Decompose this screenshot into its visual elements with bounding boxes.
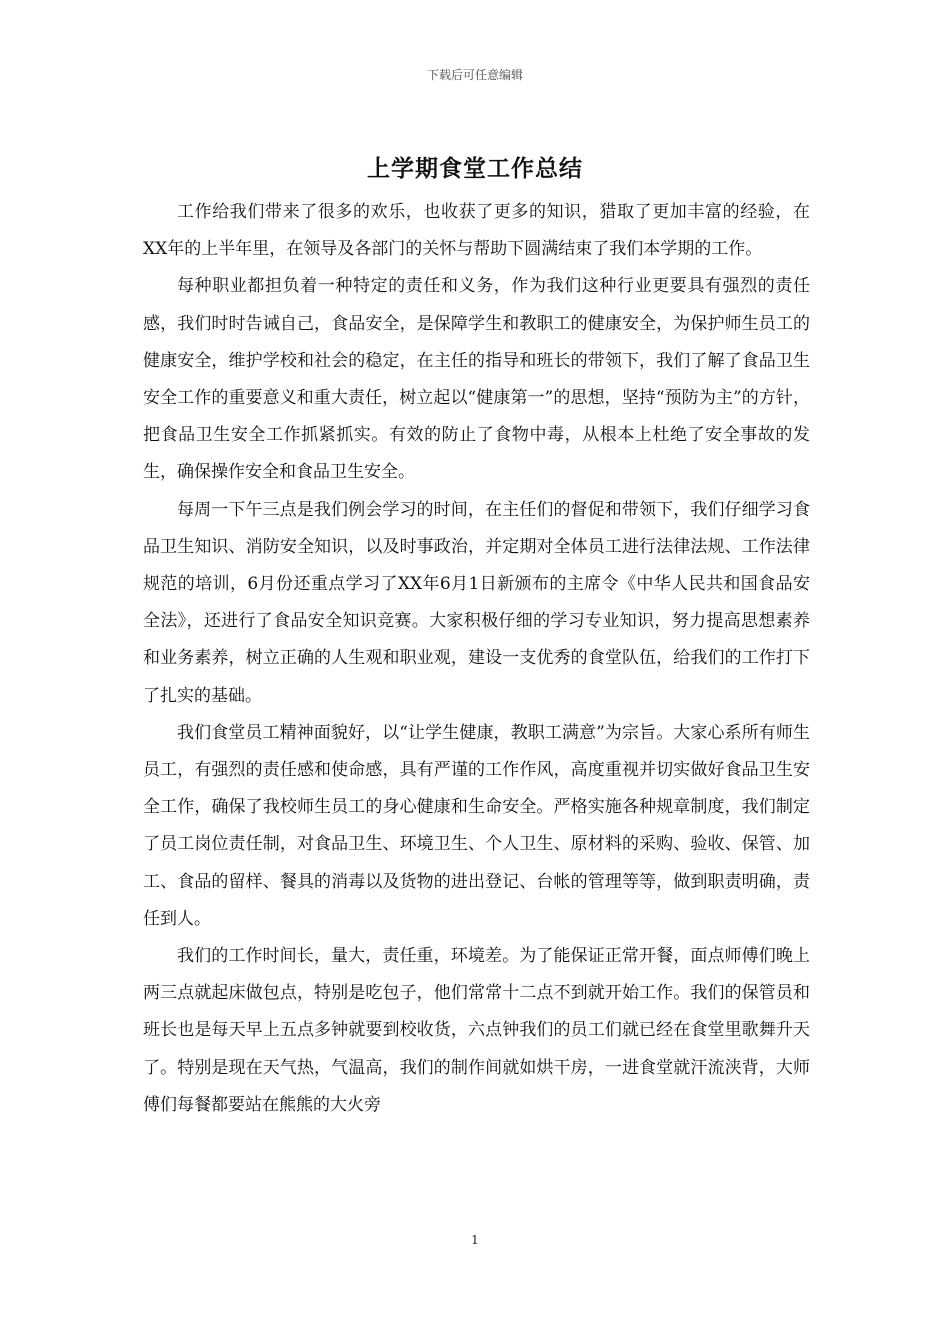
paragraph: 我们的工作时间长，量大，责任重，环境差。为了能保证正常开餐，面点师傅们晚上两三点就起床做包点，特别是吃包子，他们常常十二点不到就开始工作。我们的保管员和班长也是每天早上五点多钟就要到校收货，六点钟我们的员工们就已经在食堂里歌舞升天了。特别是现在天气热，气温高，我们的制作间就如烘干房，一进食堂就汗流浃背，大师傅们每餐都要站在熊熊的大火旁 [143, 946, 810, 1115]
document-body [143, 194, 810, 1124]
page-header: 下载后可任意编辑 [426, 68, 523, 82]
paragraph: 工作给我们带来了很多的欢乐，也收获了更多的知识，猎取了更加丰富的经验，在XX年的上半年里，在领导及各部门的关怀与帮助下圆满结束了我们本学期的工作。 [143, 202, 810, 260]
paragraph: 每种职业都担负着一种特定的责任和义务，作为我们这种行业更要具有强烈的责任感，我们时时告诫自己，食品安全，是保障学生和教职工的健康安全，为保护师生员工的健康安全，维护学校和社会的稳定，在主任的指导和班长的带领下，我们了解了食品卫生安全工作的重要意义和重大责任，树立起以“健康第一”的思想，坚持“预防为主”的方针，把食品卫生安全工作抓紧抓实。有效的防止了食物中毒，从根本上杜绝了安全事故的发生，确保操作安全和食品卫生安全。 [143, 276, 810, 483]
page-number: 1 [471, 1233, 479, 1247]
paragraph: 每周一下午三点是我们例会学习的时间，在主任们的督促和带领下，我们仔细学习食品卫生知识、消防安全知识，以及时事政治，并定期对全体员工进行法律法规、工作法律规范的培训，6月份还重点学习了XX年6月1日新颁布的主席令《中华人民共和国食品安全法》，还进行了食品安全知识竞赛。大家积极仔细的学习专业知识，努力提高思想素养和业务素养，树立正确的人生观和职业观，建设一支优秀的食堂队伍，给我们的工作打下了扎实的基础。 [143, 499, 810, 706]
document-title: 上学期食堂工作总结 [367, 156, 583, 182]
paragraph: 我们食堂员工精神面貌好，以“让学生健康，教职工满意”为宗旨。大家心系所有师生员工，有强烈的责任感和使命感，具有严谨的工作作风，高度重视并切实做好食品卫生安全工作，确保了我校师生员工的身心健康和生命安全。严格实施各种规章制度，我们制定了员工岗位责任制，对食品卫生、环境卫生、个人卫生、原材料的采购、验收、保管、加工、食品的留样、餐具的消毒以及货物的进出登记、台帐的管理等等，做到职责明确，责任到人。 [143, 722, 810, 929]
